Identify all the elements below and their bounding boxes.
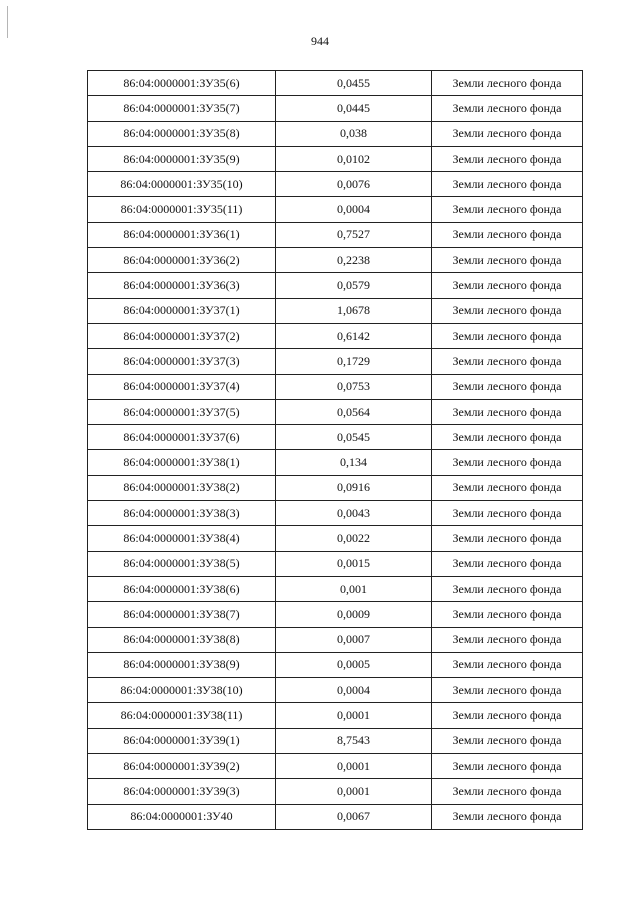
table-row [88,804,583,829]
table-row [88,526,583,551]
area-cell: 8,7543 [276,728,432,753]
area-cell: 0,0579 [276,273,432,298]
area-cell: 0,0004 [276,678,432,703]
table-body [88,71,583,830]
table-row [88,146,583,171]
area-cell: 0,0445 [276,96,432,121]
cadastral-number-cell: 86:04:0000001:ЗУ35(9) [88,146,276,171]
land-category-cell: Земли лесного фонда [432,652,583,677]
cadastral-number-cell: 86:04:0000001:ЗУ38(11) [88,703,276,728]
area-cell: 0,7527 [276,222,432,247]
cadastral-number-cell: 86:04:0000001:ЗУ38(1) [88,450,276,475]
area-cell: 0,0007 [276,627,432,652]
table-row [88,349,583,374]
cadastral-number-cell: 86:04:0000001:ЗУ36(1) [88,222,276,247]
land-category-cell: Земли лесного фонда [432,678,583,703]
cadastral-number-cell: 86:04:0000001:ЗУ38(9) [88,652,276,677]
cadastral-number-cell: 86:04:0000001:ЗУ38(6) [88,576,276,601]
area-cell: 1,0678 [276,298,432,323]
cadastral-number-cell: 86:04:0000001:ЗУ36(3) [88,273,276,298]
table-row [88,450,583,475]
cadastral-number-cell: 86:04:0000001:ЗУ38(8) [88,627,276,652]
land-category-cell: Земли лесного фонда [432,96,583,121]
area-cell: 0,6142 [276,323,432,348]
land-category-cell: Земли лесного фонда [432,273,583,298]
area-cell: 0,0545 [276,425,432,450]
area-cell: 0,0005 [276,652,432,677]
land-category-cell: Земли лесного фонда [432,425,583,450]
cadastral-number-cell: 86:04:0000001:ЗУ35(11) [88,197,276,222]
cadastral-number-cell: 86:04:0000001:ЗУ35(6) [88,71,276,96]
area-cell: 0,038 [276,121,432,146]
land-category-cell: Земли лесного фонда [432,197,583,222]
area-cell: 0,0001 [276,779,432,804]
area-cell: 0,0067 [276,804,432,829]
table-row [88,323,583,348]
land-category-cell: Земли лесного фонда [432,602,583,627]
cadastral-number-cell: 86:04:0000001:ЗУ35(8) [88,121,276,146]
page-number: 944 [311,34,329,48]
area-cell: 0,0022 [276,526,432,551]
land-category-cell: Земли лесного фонда [432,349,583,374]
land-category-cell: Земли лесного фонда [432,576,583,601]
table-row [88,754,583,779]
land-category-cell: Земли лесного фонда [432,804,583,829]
cadastral-number-cell: 86:04:0000001:ЗУ37(3) [88,349,276,374]
land-category-cell: Земли лесного фонда [432,71,583,96]
area-cell: 0,001 [276,576,432,601]
table-row [88,222,583,247]
land-category-cell: Земли лесного фонда [432,298,583,323]
area-cell: 0,0015 [276,551,432,576]
land-category-cell: Земли лесного фонда [432,248,583,273]
land-category-cell: Земли лесного фонда [432,222,583,247]
land-category-cell: Земли лесного фонда [432,172,583,197]
area-cell: 0,0564 [276,399,432,424]
cadastral-number-cell: 86:04:0000001:ЗУ38(3) [88,501,276,526]
cadastral-number-cell: 86:04:0000001:ЗУ39(1) [88,728,276,753]
cadastral-number-cell: 86:04:0000001:ЗУ37(1) [88,298,276,323]
land-category-cell: Земли лесного фонда [432,728,583,753]
table-row [88,728,583,753]
cadastral-number-cell: 86:04:0000001:ЗУ39(3) [88,779,276,804]
table-row [88,121,583,146]
cadastral-number-cell: 86:04:0000001:ЗУ37(2) [88,323,276,348]
cadastral-number-cell: 86:04:0000001:ЗУ37(4) [88,374,276,399]
table-row [88,678,583,703]
table-row [88,475,583,500]
table-row [88,248,583,273]
cadastral-number-cell: 86:04:0000001:ЗУ39(2) [88,754,276,779]
table-row [88,501,583,526]
table-row [88,551,583,576]
table-row [88,399,583,424]
land-plots-table [87,70,583,830]
table-row [88,703,583,728]
land-category-cell: Земли лесного фонда [432,121,583,146]
table-row [88,779,583,804]
area-cell: 0,0043 [276,501,432,526]
land-category-cell: Земли лесного фонда [432,754,583,779]
cadastral-number-cell: 86:04:0000001:ЗУ38(10) [88,678,276,703]
land-category-cell: Земли лесного фонда [432,450,583,475]
table-row [88,652,583,677]
land-category-cell: Земли лесного фонда [432,703,583,728]
table-row [88,576,583,601]
land-category-cell: Земли лесного фонда [432,501,583,526]
area-cell: 0,0076 [276,172,432,197]
area-cell: 0,2238 [276,248,432,273]
cadastral-number-cell: 86:04:0000001:ЗУ38(7) [88,602,276,627]
area-cell: 0,0753 [276,374,432,399]
cadastral-number-cell: 86:04:0000001:ЗУ35(10) [88,172,276,197]
table-row [88,172,583,197]
cadastral-number-cell: 86:04:0000001:ЗУ38(2) [88,475,276,500]
area-cell: 0,0001 [276,754,432,779]
land-category-cell: Земли лесного фонда [432,779,583,804]
area-cell: 0,1729 [276,349,432,374]
land-category-cell: Земли лесного фонда [432,146,583,171]
land-category-cell: Земли лесного фонда [432,475,583,500]
table-row [88,96,583,121]
cadastral-number-cell: 86:04:0000001:ЗУ38(5) [88,551,276,576]
cadastral-number-cell: 86:04:0000001:ЗУ35(7) [88,96,276,121]
area-cell: 0,0916 [276,475,432,500]
area-cell: 0,0001 [276,703,432,728]
cadastral-number-cell: 86:04:0000001:ЗУ37(6) [88,425,276,450]
cadastral-number-cell: 86:04:0000001:ЗУ40 [88,804,276,829]
land-category-cell: Земли лесного фонда [432,627,583,652]
area-cell: 0,0009 [276,602,432,627]
area-cell: 0,0455 [276,71,432,96]
cadastral-number-cell: 86:04:0000001:ЗУ37(5) [88,399,276,424]
area-cell: 0,0004 [276,197,432,222]
land-category-cell: Земли лесного фонда [432,526,583,551]
table-row [88,273,583,298]
table-row [88,627,583,652]
area-cell: 0,0102 [276,146,432,171]
land-category-cell: Земли лесного фонда [432,323,583,348]
table-row [88,602,583,627]
table-row [88,298,583,323]
table-row [88,374,583,399]
table-row [88,425,583,450]
land-category-cell: Земли лесного фонда [432,374,583,399]
table-row [88,71,583,96]
area-cell: 0,134 [276,450,432,475]
cadastral-number-cell: 86:04:0000001:ЗУ36(2) [88,248,276,273]
land-category-cell: Земли лесного фонда [432,399,583,424]
land-category-cell: Земли лесного фонда [432,551,583,576]
cadastral-number-cell: 86:04:0000001:ЗУ38(4) [88,526,276,551]
table-row [88,197,583,222]
